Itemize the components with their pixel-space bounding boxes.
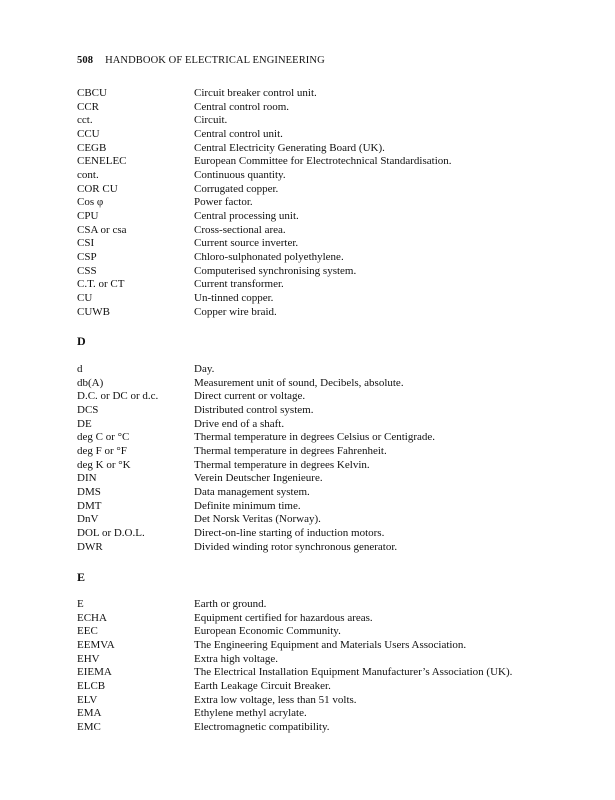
entry-abbreviation: deg C or °C [77, 431, 130, 444]
entry-definition: Continuous quantity. [194, 169, 286, 182]
entry-abbreviation: EEMVA [77, 639, 115, 652]
entry-definition: Thermal temperature in degrees Fahrenheit. [194, 445, 387, 458]
entry-abbreviation: E [77, 598, 84, 610]
entry-definition: Copper wire braid. [194, 305, 277, 318]
section-heading-d: D [77, 334, 86, 348]
glossary-entry [77, 210, 557, 224]
entry-abbreviation: CBCU [77, 87, 107, 99]
entry-definition: Computerised synchronising system. [194, 264, 357, 277]
entry-definition: Corrugated copper. [194, 182, 279, 195]
glossary-entry [77, 707, 557, 721]
glossary-entry [77, 612, 557, 626]
glossary-entry [77, 721, 557, 735]
glossary-entry [77, 169, 557, 183]
entry-abbreviation: CCR [77, 100, 100, 113]
glossary-entry [77, 101, 557, 115]
entry-definition: Central processing unit. [194, 210, 299, 223]
entry-abbreviation: CSP [77, 251, 97, 264]
entry-definition: Data management system. [194, 486, 310, 499]
glossary-entry [77, 472, 557, 486]
entry-abbreviation: DIN [77, 472, 97, 485]
entry-abbreviation: cont. [77, 169, 99, 182]
glossary-entry [77, 541, 557, 555]
entry-abbreviation: DE [77, 417, 92, 430]
glossary-entry [77, 306, 557, 320]
glossary-entry [77, 431, 557, 445]
section-d-entries [77, 363, 557, 554]
glossary-entry [77, 418, 557, 432]
section-e-entries [77, 598, 557, 735]
glossary-entry [77, 196, 557, 210]
entry-definition: Direct current or voltage. [194, 390, 306, 403]
entry-definition: The Electrical Installation Equipment Manufacturer’s Association (UK). [194, 666, 513, 679]
entry-abbreviation: CUWB [77, 305, 110, 318]
entry-definition: Current transformer. [194, 278, 284, 291]
entry-definition: Electromagnetic compatibility. [194, 721, 330, 734]
entry-abbreviation: EMC [77, 721, 101, 734]
entry-abbreviation: d [77, 363, 83, 375]
entry-abbreviation: C.T. or CT [77, 278, 125, 291]
glossary-entry [77, 404, 557, 418]
entry-definition: Chloro-sulphonated polyethylene. [194, 251, 344, 264]
entry-abbreviation: CU [77, 292, 93, 305]
glossary-entry [77, 500, 557, 514]
entry-definition: Equipment certified for hazardous areas. [194, 611, 373, 624]
entry-definition: Ethylene methyl acrylate. [194, 707, 307, 720]
entry-abbreviation: EEC [77, 625, 98, 638]
entry-definition: Divided winding rotor synchronous generator. [194, 540, 398, 553]
entry-definition: Distributed control system. [194, 404, 314, 417]
entry-abbreviation: cct. [77, 114, 93, 127]
entry-abbreviation: DWR [77, 540, 103, 553]
entry-abbreviation: ECHA [77, 611, 107, 624]
entry-definition: Circuit. [194, 114, 228, 127]
entry-definition: Verein Deutscher Ingenieure. [194, 472, 323, 485]
entry-abbreviation: DnV [77, 513, 99, 526]
entry-definition: Det Norsk Veritas (Norway). [194, 513, 321, 526]
entry-abbreviation: DCS [77, 404, 99, 417]
entry-definition: Direct-on-line starting of induction motors. [194, 527, 385, 540]
glossary-entry [77, 292, 557, 306]
glossary-entry [77, 666, 557, 680]
glossary-entry [77, 653, 557, 667]
entry-abbreviation: DOL or D.O.L. [77, 527, 145, 540]
glossary-entry [77, 513, 557, 527]
entry-abbreviation: EMA [77, 707, 102, 720]
entry-definition: Earth Leakage Circuit Breaker. [194, 680, 331, 693]
entry-definition: Extra low voltage, less than 51 volts. [194, 693, 357, 706]
entry-definition: Earth or ground. [194, 598, 267, 610]
glossary-entry [77, 680, 557, 694]
glossary-entry [77, 694, 557, 708]
glossary-entry [77, 639, 557, 653]
entry-abbreviation: DMS [77, 486, 101, 499]
entry-abbreviation: CSS [77, 264, 97, 277]
glossary-entry [77, 459, 557, 473]
entry-definition: European Committee for Electrotechnical Standardisation. [194, 155, 452, 168]
entry-abbreviation: ELV [77, 693, 98, 706]
glossary-entry [77, 224, 557, 238]
entry-definition: Un-tinned copper. [194, 292, 274, 305]
entry-definition: Day. [194, 363, 215, 375]
entry-definition: Power factor. [194, 196, 253, 209]
book-title: HANDBOOK OF ELECTRICAL ENGINEERING [105, 55, 325, 66]
entry-abbreviation: COR CU [77, 182, 118, 195]
glossary-entry [77, 114, 557, 128]
entry-abbreviation: db(A) [77, 376, 104, 389]
entry-definition: Drive end of a shaft. [194, 417, 285, 430]
glossary-entry [77, 445, 557, 459]
glossary-entry [77, 625, 557, 639]
glossary-entry [77, 142, 557, 156]
glossary-entry [77, 278, 557, 292]
glossary-entry [77, 251, 557, 265]
entry-definition: Measurement unit of sound, Decibels, absolute. [194, 376, 404, 389]
entry-definition: Current source inverter. [194, 237, 299, 250]
entry-definition: Thermal temperature in degrees Celsius or Centigrade. [194, 431, 435, 444]
entry-definition: European Economic Community. [194, 625, 341, 638]
entry-definition: Central Electricity Generating Board (UK). [194, 141, 385, 154]
glossary-entry [77, 183, 557, 197]
glossary-entry [77, 390, 557, 404]
glossary-entry [77, 377, 557, 391]
entry-abbreviation: deg K or °K [77, 458, 131, 471]
entry-abbreviation: CPU [77, 210, 99, 223]
glossary-entry [77, 486, 557, 500]
entry-abbreviation: D.C. or DC or d.c. [77, 390, 159, 403]
entry-definition: The Engineering Equipment and Materials Users Association. [194, 639, 467, 652]
glossary-entry [77, 87, 557, 101]
entry-abbreviation: Cos φ [77, 196, 104, 209]
entry-definition: Extra high voltage. [194, 652, 279, 665]
entry-definition: Cross-sectional area. [194, 223, 286, 236]
entry-definition: Thermal temperature in degrees Kelvin. [194, 458, 370, 471]
entry-definition: Central control room. [194, 100, 290, 113]
entry-definition: Circuit breaker control unit. [194, 87, 317, 99]
entry-definition: Definite minimum time. [194, 499, 301, 512]
entry-abbreviation: ELCB [77, 680, 106, 693]
entry-definition: Central control unit. [194, 128, 283, 141]
page-number: 508 [77, 55, 94, 66]
entry-abbreviation: CSI [77, 237, 95, 250]
glossary-entry [77, 363, 557, 377]
glossary-entry [77, 265, 557, 279]
glossary-entry [77, 128, 557, 142]
glossary-entry [77, 527, 557, 541]
entry-abbreviation: CENELEC [77, 155, 127, 168]
entry-abbreviation: DMT [77, 499, 102, 512]
entry-abbreviation: EIEMA [77, 666, 112, 679]
entry-abbreviation: EHV [77, 652, 100, 665]
entry-abbreviation: CCU [77, 128, 100, 141]
running-header [77, 55, 325, 66]
entry-abbreviation: deg F or °F [77, 445, 127, 458]
section-c-entries [77, 87, 557, 319]
entry-abbreviation: CSA or csa [77, 223, 127, 236]
entry-abbreviation: CEGB [77, 141, 107, 154]
section-heading-e: E [77, 570, 86, 584]
glossary-entry [77, 598, 557, 612]
glossary-entry [77, 237, 557, 251]
glossary-entry [77, 155, 557, 169]
